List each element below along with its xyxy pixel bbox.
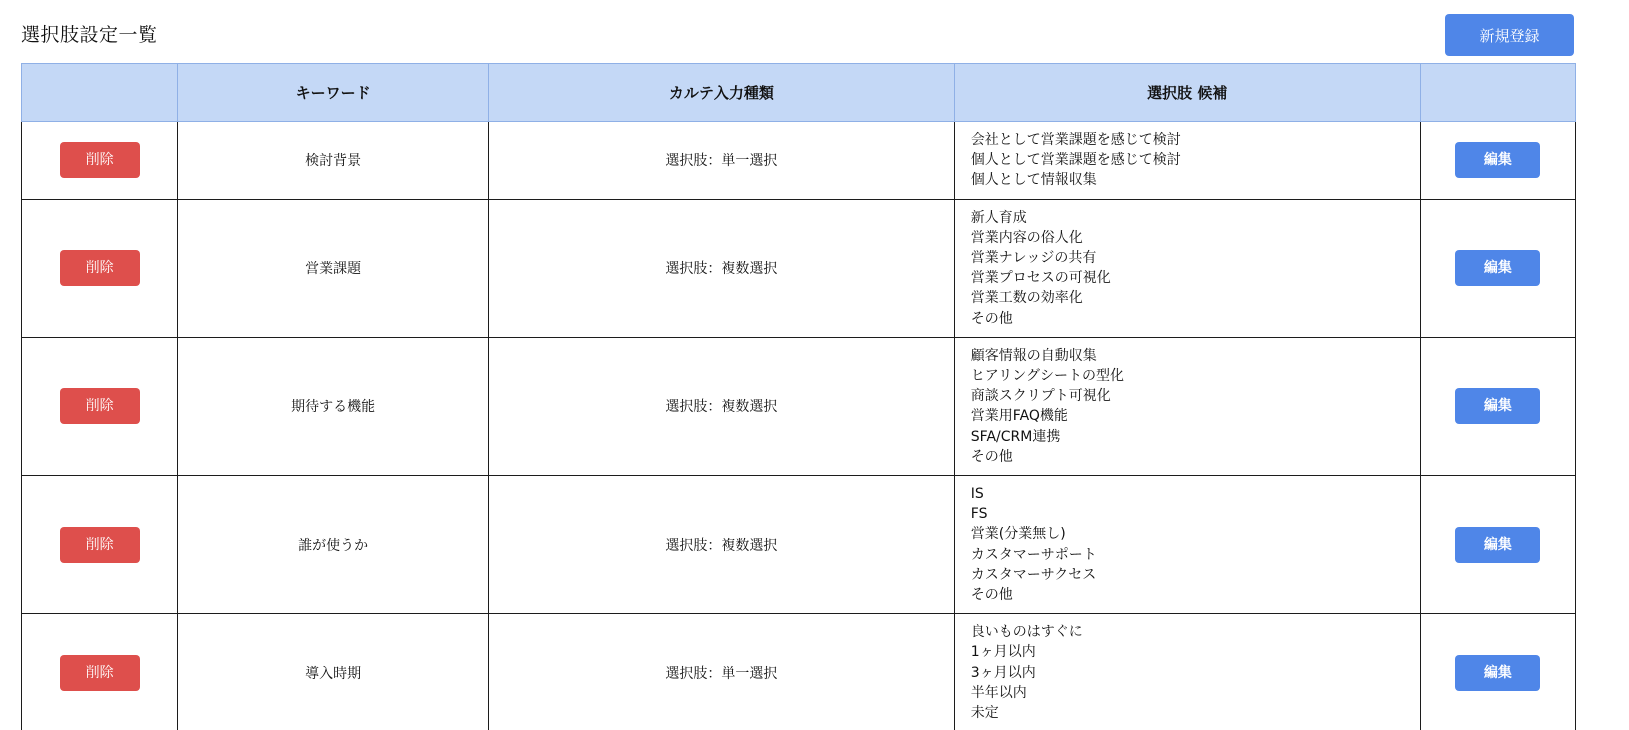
edit-button[interactable]: 編集 [1455,655,1540,691]
input-type-cell: 選択肢：単一選択 [488,122,954,200]
header-keyword: キーワード [178,64,489,122]
options-cell [954,476,1420,614]
option-item: 新人育成 [970,209,1027,226]
option-item: 個人として情報収集 [970,172,1097,189]
options-cell [954,614,1420,730]
option-item: その他 [970,448,1013,465]
table-row [22,199,1576,337]
option-item: ヒアリングシートの型化 [970,368,1124,385]
option-item: 営業工数の効率化 [970,290,1083,307]
table-row [22,337,1576,475]
page-title: 選択肢設定一覧 [21,24,158,46]
options-table [21,63,1576,730]
delete-button[interactable]: 削除 [60,388,140,424]
delete-button[interactable]: 削除 [60,655,140,691]
edit-cell [1420,337,1575,475]
header-actions-left [22,64,178,122]
option-item: 1ヶ月以内 [970,644,1036,661]
options-cell [954,122,1420,200]
option-item: SFA/CRM連携 [970,428,1061,445]
option-item: カスタマーサクセス [970,566,1097,583]
keyword-cell: 営業課題 [178,199,489,337]
new-register-button[interactable]: 新規登録 [1445,14,1574,56]
delete-cell [22,122,178,200]
option-item: 3ヶ月以内 [970,664,1036,681]
delete-button[interactable]: 削除 [60,142,140,178]
delete-cell [22,476,178,614]
option-item: その他 [970,587,1013,604]
delete-cell [22,199,178,337]
option-item: 商談スクリプト可視化 [970,388,1111,405]
option-item: 営業プロセスの可視化 [970,270,1111,287]
header-actions-right [1420,64,1575,122]
edit-cell [1420,476,1575,614]
edit-button[interactable]: 編集 [1455,250,1540,286]
edit-button[interactable]: 編集 [1455,527,1540,563]
delete-cell [22,614,178,730]
option-item: 営業用FAQ機能 [970,408,1068,425]
edit-cell [1420,199,1575,337]
edit-button[interactable]: 編集 [1455,142,1540,178]
delete-button[interactable]: 削除 [60,250,140,286]
option-item: 良いものはすぐに [970,624,1083,641]
delete-cell [22,337,178,475]
keyword-cell: 導入時期 [178,614,489,730]
option-item: 会社として営業課題を感じて検討 [970,132,1181,148]
header-options: 選択肢 候補 [954,64,1420,122]
table-row [22,122,1576,200]
table-header-row [22,64,1576,122]
edit-button[interactable]: 編集 [1455,388,1540,424]
option-item: カスタマーサポート [970,546,1097,563]
input-type-cell: 選択肢：単一選択 [488,614,954,730]
table-row [22,614,1576,730]
input-type-cell: 選択肢：複数選択 [488,199,954,337]
option-item: 未定 [970,705,999,722]
option-item: 半年以内 [970,684,1027,701]
keyword-cell: 検討背景 [178,122,489,200]
option-item: IS [970,486,984,503]
option-item: 営業(分業無し) [970,526,1066,543]
edit-cell [1420,614,1575,730]
option-item: 営業内容の俗人化 [970,229,1083,246]
input-type-cell: 選択肢：複数選択 [488,476,954,614]
option-item: 営業ナレッジの共有 [970,250,1097,267]
keyword-cell: 期待する機能 [178,337,489,475]
table-body [22,122,1576,730]
edit-cell [1420,122,1575,200]
options-cell [954,199,1420,337]
options-cell [954,337,1420,475]
header-input-type: カルテ入力種類 [488,64,954,122]
keyword-cell: 誰が使うか [178,476,489,614]
option-item: 顧客情報の自動収集 [970,347,1097,364]
delete-button[interactable]: 削除 [60,527,140,563]
option-item: FS [970,506,988,523]
input-type-cell: 選択肢：複数選択 [488,337,954,475]
options-table-container [21,63,1576,730]
option-item: その他 [970,310,1013,327]
table-row [22,476,1576,614]
option-item: 個人として営業課題を感じて検討 [970,152,1181,169]
